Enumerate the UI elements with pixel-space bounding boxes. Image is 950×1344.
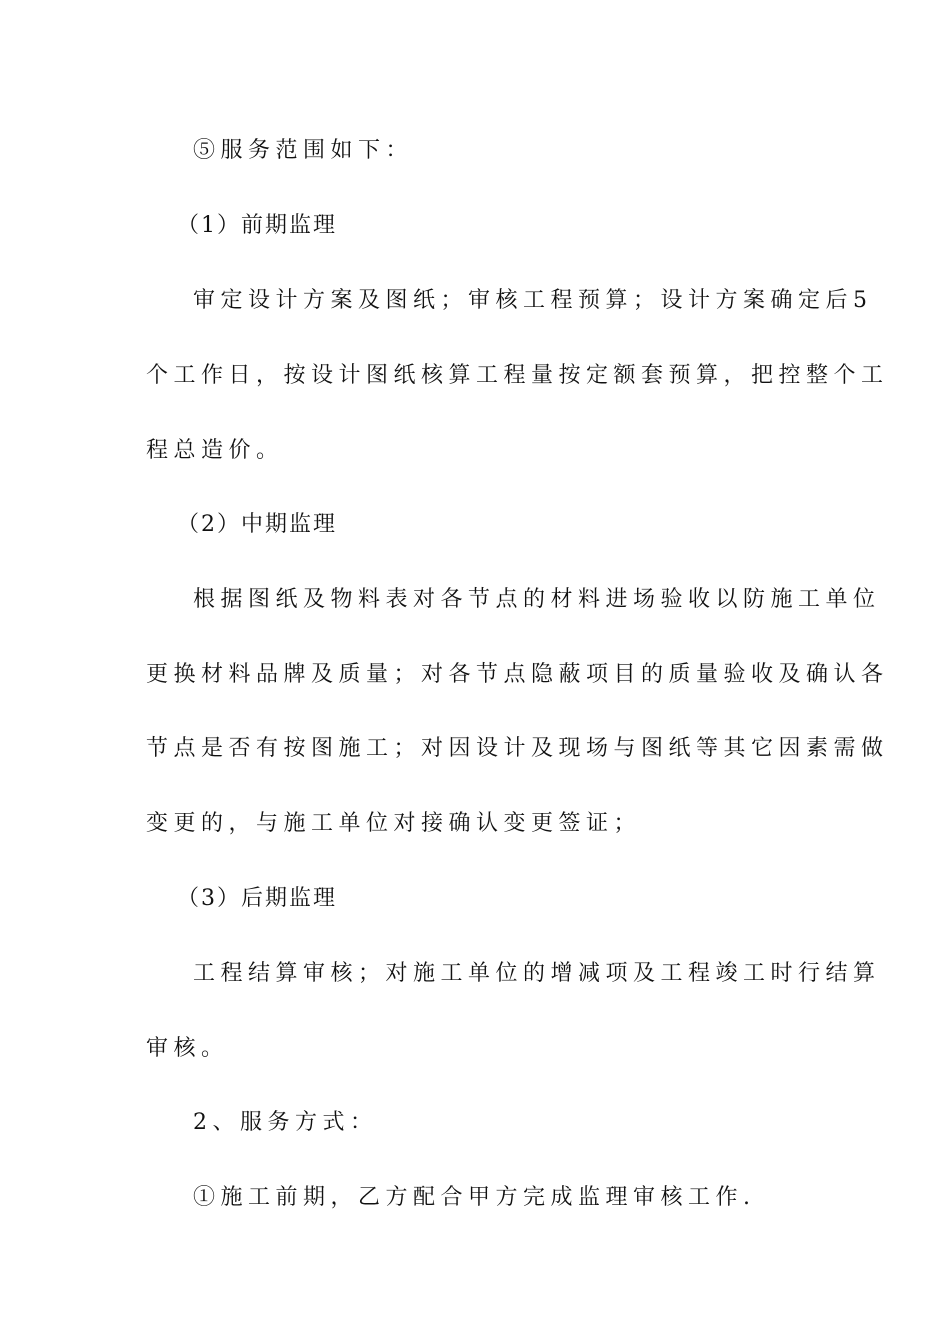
paragraph-line: 更换材料品牌及质量；对各节点隐蔽项目的质量验收及确认各 (146, 662, 889, 687)
paragraph-line: 变更的，与施工单位对接确认变更签证； (146, 811, 642, 836)
paragraph-line: 个工作日，按设计图纸核算工程量按定额套预算，把控整个工 (146, 363, 889, 388)
paragraph-line: 审定设计方案及图纸；审核工程预算；设计方案确定后5 (193, 288, 873, 313)
paragraph-line: 工程结算审核；对施工单位的增减项及工程竣工时行结算 (193, 961, 881, 986)
late-supervision-heading: （3）后期监理 (177, 886, 337, 911)
early-supervision-heading: （1）前期监理 (177, 213, 337, 238)
paragraph-line: 审核。 (146, 1036, 229, 1061)
mid-supervision-heading: （2）中期监理 (177, 512, 337, 537)
paragraph-line: 节点是否有按图施工；对因设计及现场与图纸等其它因素需做 (146, 736, 889, 761)
service-scope-heading: ⑤服务范围如下： (193, 138, 414, 163)
paragraph-line: ①施工前期，乙方配合甲方完成监理审核工作. (193, 1185, 756, 1210)
paragraph-line: 根据图纸及物料表对各节点的材料进场验收以防施工单位 (193, 587, 881, 612)
service-method-heading: 2、服务方式： (193, 1110, 378, 1135)
paragraph-line: 程总造价。 (146, 438, 284, 463)
